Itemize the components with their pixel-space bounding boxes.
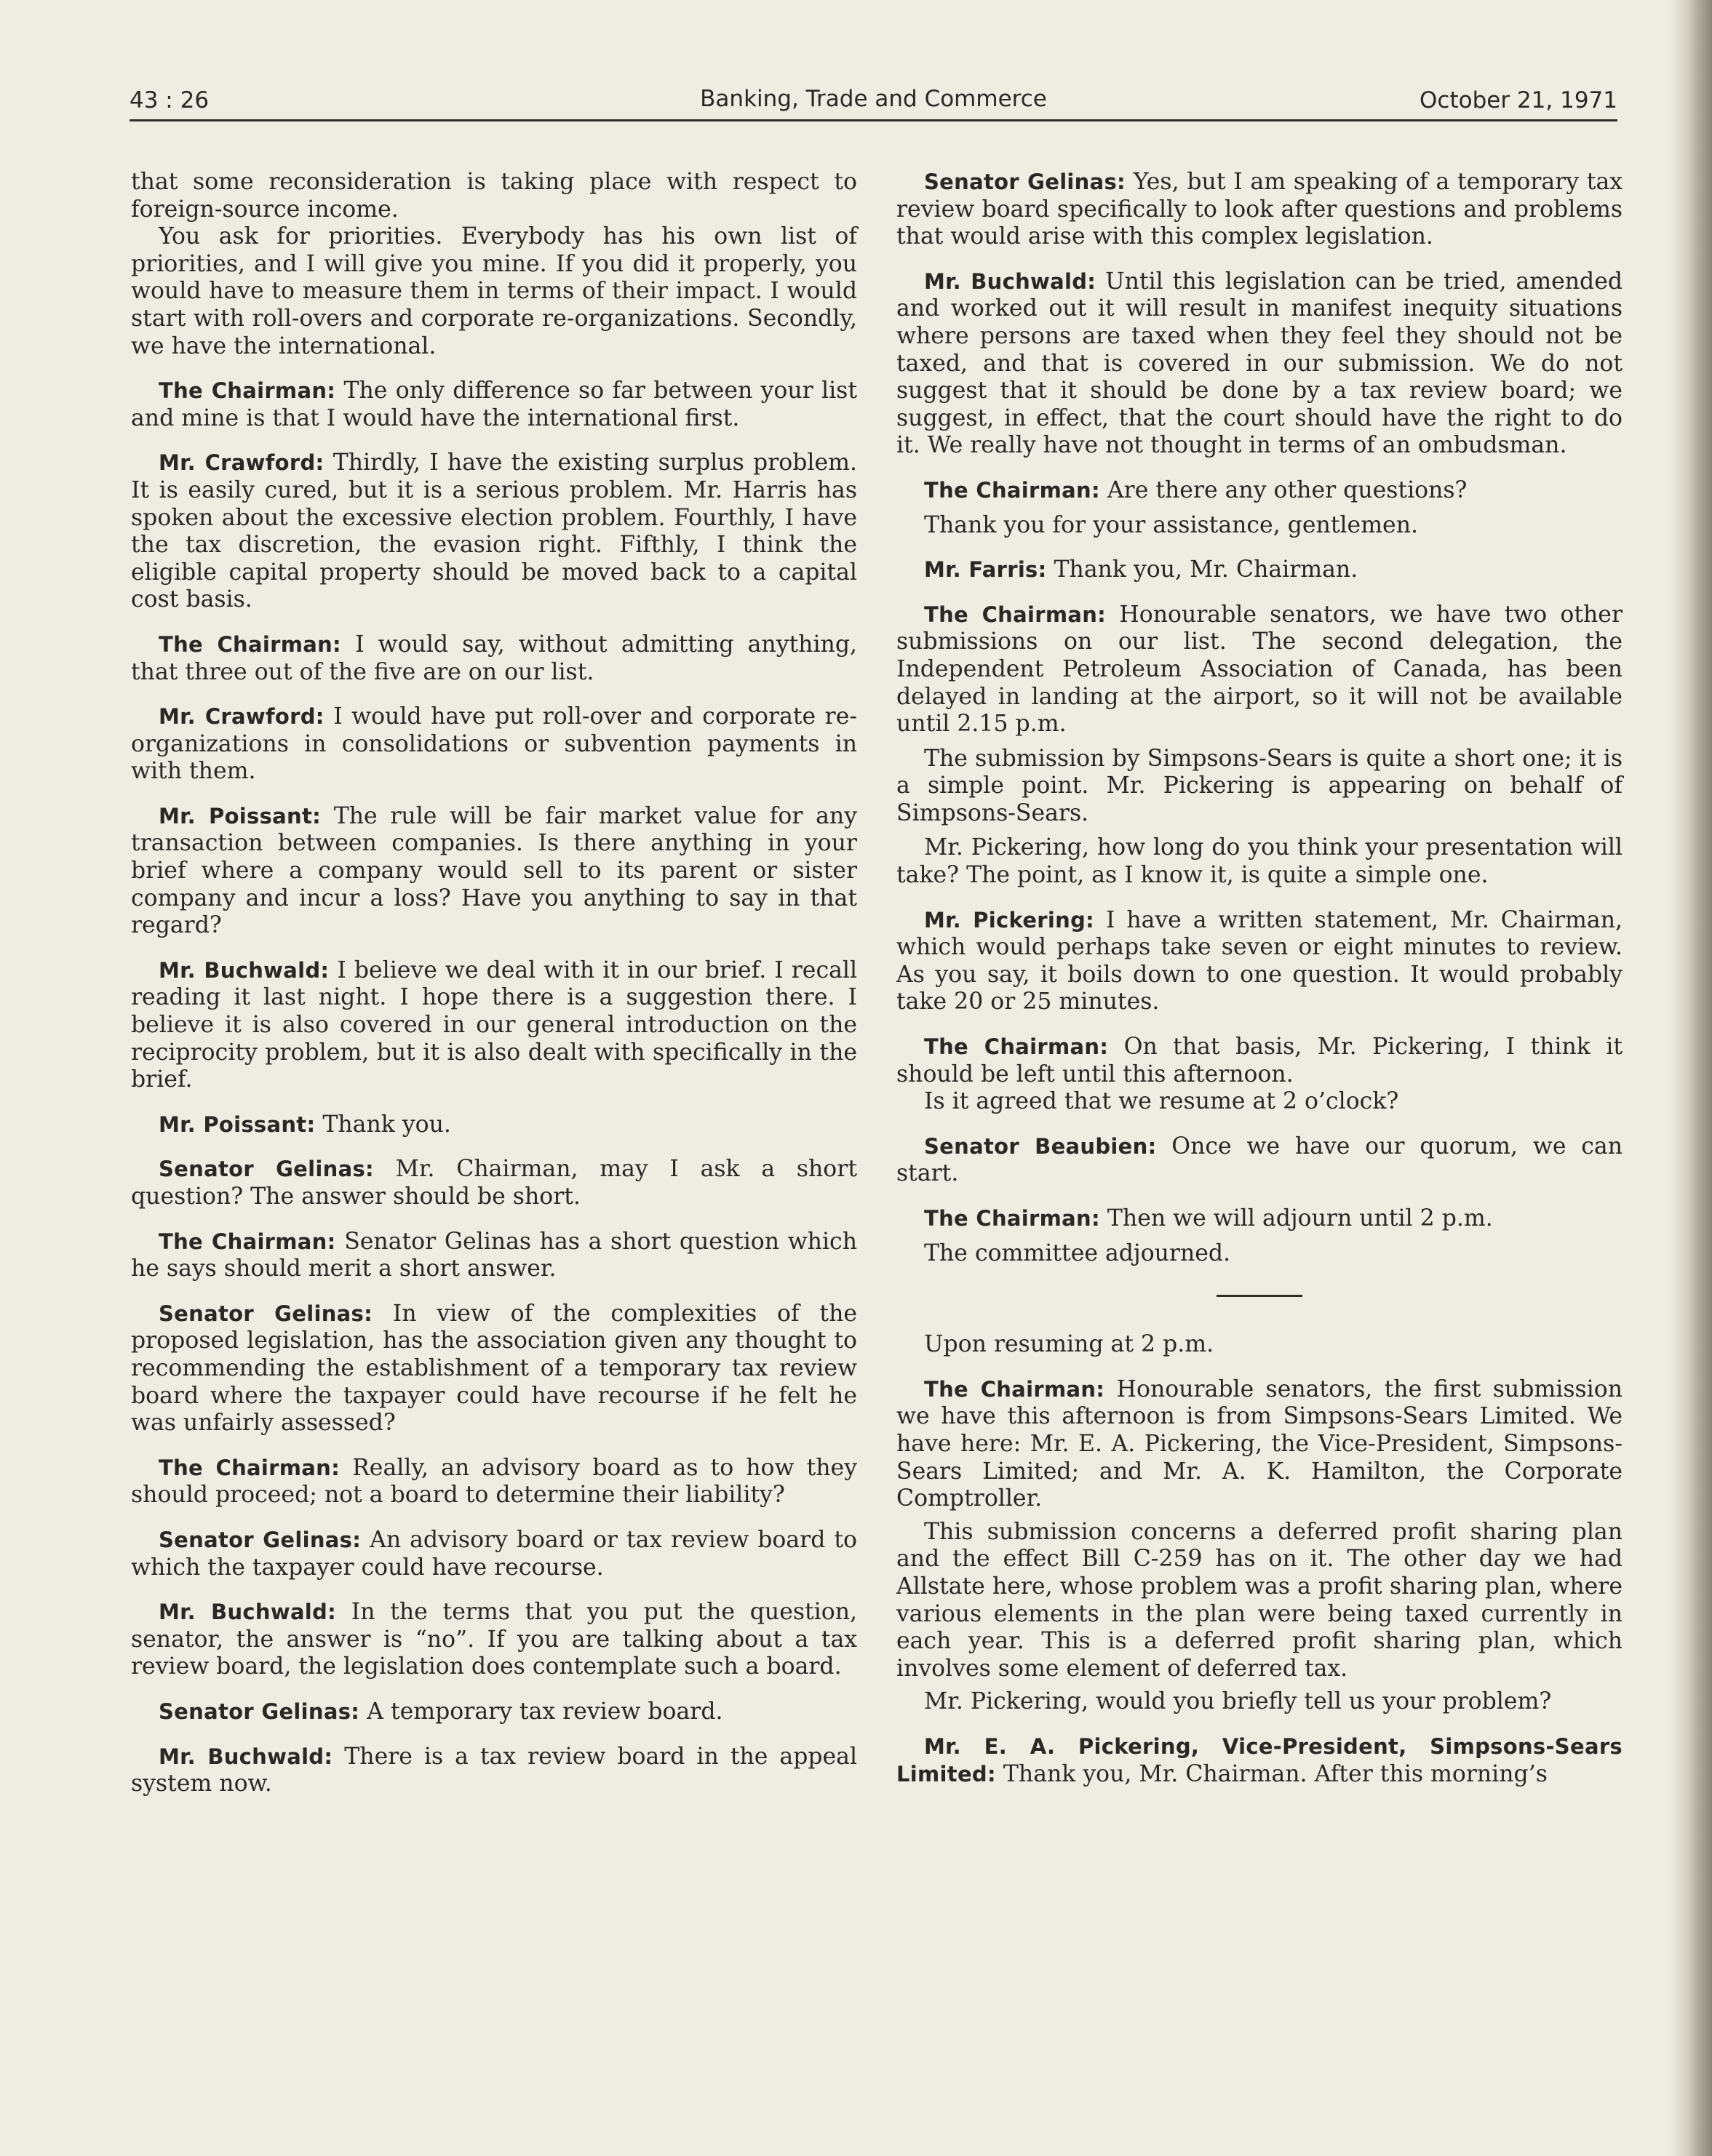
speaker-name: Senator Gelinas: <box>924 169 1126 194</box>
section-break <box>896 1277 1623 1321</box>
speech-paragraph: Senator Beaubien: Once we have our quorum, we can start. <box>896 1133 1623 1187</box>
speech-paragraph: Senator Gelinas: An advisory board or tax review board to which the taxpayer could have recourse. <box>131 1526 857 1581</box>
left-column <box>131 169 857 1798</box>
speaker-name: Senator Gelinas: <box>159 1698 360 1724</box>
speech-paragraph: Mr. E. A. Pickering, Vice-President, Simpsons-Sears Limited: Thank you, Mr. Chairman. After this morning’s <box>896 1733 1623 1787</box>
speaker-name: Mr. Crawford: <box>159 704 325 730</box>
speech-paragraph: The Chairman: I would say, without admitting anything, that three out of the five are on our list. <box>131 631 857 685</box>
paragraph: that some reconsideration is taking place with respect to foreign-source income. <box>131 169 857 223</box>
speaker-name: Mr. Farris: <box>924 557 1047 583</box>
speaker-name: Senator Gelinas: <box>159 1301 373 1326</box>
paragraph: This submission concerns a deferred profit sharing plan and the effect Bill C-259 has on it. The other day we had Allstate here, whose problem was a profit sharing plan, where various elements in the plan were being taxed currently in each year. This is a deferred profit sharing plan, which involves some element of deferred tax. <box>896 1518 1623 1682</box>
speaker-name: The Chairman: <box>159 1455 340 1480</box>
speech-paragraph: The Chairman: Then we will adjourn until 2 p.m. <box>924 1205 1493 1231</box>
speaker-name: The Chairman: <box>159 1229 336 1254</box>
page-binding-shadow <box>1668 0 1712 2156</box>
speaker-name: The Chairman: <box>159 378 336 404</box>
speaker-name: Mr. Pickering: <box>924 907 1095 933</box>
speech-paragraph: Senator Gelinas: In view of the complexities of the proposed legislation, has the association given any thought to recommending the establishment of a temporary tax review board where the taxpayer could have recourse if he felt he was unfairly assessed? <box>131 1300 857 1437</box>
speaker-name: Senator Gelinas: <box>159 1157 374 1182</box>
speech-paragraph: Mr. Buchwald: There is a tax review board in the appeal system now. <box>131 1743 858 1797</box>
speaker-name: Mr. E. A. Pickering, Vice-President, Simpsons-Sears Limited: <box>896 1733 1623 1786</box>
speaker-name: Mr. Buchwald: <box>159 1744 333 1769</box>
speaker-name: The Chairman: <box>924 1206 1100 1231</box>
speech-paragraph: Senator Gelinas: A temporary tax review board. <box>159 1698 723 1725</box>
header-rule <box>130 119 1617 121</box>
speaker-name: Mr. Crawford: <box>159 450 325 476</box>
paragraph: The submission by Simpsons-Sears is quite a short one; it is a simple point. Mr. Pickering is appearing on behalf of Simpsons-Sears. <box>896 745 1623 826</box>
paragraph: Mr. Pickering, how long do you think your presentation will take? The point, as I know it, is quite a simple one. <box>896 834 1623 889</box>
speaker-name: The Chairman: <box>159 631 341 657</box>
speaker-name: Senator Beaubien: <box>924 1133 1157 1159</box>
speech-paragraph: Mr. Buchwald: I believe we deal with it in our brief. I recall reading it last night. I hope there is a suggestion there. I believe it is also covered in our general introduction on the reciprocity problem, but it is also dealt with specifically in the brief. <box>131 957 858 1093</box>
paragraph: Is it agreed that we resume at 2 o’clock? <box>924 1088 1399 1115</box>
speech-paragraph: Mr. Pickering: I have a written statement, Mr. Chairman, which would perhaps take seven or eight minutes to review. As you say, it boils down to one question. It would probably take 20 or 25 minutes. <box>896 906 1623 1015</box>
speech-paragraph: Mr. Crawford: Thirdly, I have the existing surplus problem. It is easily cured, but it is a serious problem. Mr. Harris has spoken about the excessive election problem. Fourthly, I have the tax discretion, the evasion right. Fifthly, I think the eligible capital property should be moved back to a capital cost basis. <box>131 450 858 613</box>
speaker-name: Mr. Buchwald: <box>159 957 330 983</box>
right-column <box>896 169 1623 1788</box>
paragraph: You ask for priorities. Everybody has his own list of priorities, and I will give you mine. If you did it properly, you would have to measure them in terms of their impact. I would start with roll-overs and corporate re-organizations. Secondly, we have the international. <box>131 223 857 359</box>
speech-paragraph: Mr. Crawford: I would have put roll-over and corporate re-organizations in consolidations or subvention payments in with them. <box>131 703 857 785</box>
speaker-name: Mr. Poissant: <box>159 803 322 829</box>
speaker-name: The Chairman: <box>924 602 1107 627</box>
speech-paragraph: Mr. Poissant: The rule will be fair market value for any transaction between companies. Is there anything in your brief where a company would sell to its parent or sister company and incur a loss? Have you anything to say in that regard? <box>131 802 857 939</box>
speaker-name: Mr. Poissant: <box>159 1111 316 1137</box>
page-number: 43 : 26 <box>130 87 210 113</box>
speech-paragraph: The Chairman: Really, an advisory board as to how they should proceed; not a board to determine their liability? <box>131 1454 857 1509</box>
speaker-name: Mr. Buchwald: <box>159 1600 337 1625</box>
speech-paragraph: The Chairman: Senator Gelinas has a short question which he says should merit a short answer. <box>131 1228 857 1282</box>
paragraph: Mr. Pickering, would you briefly tell us your problem? <box>924 1688 1552 1715</box>
speaker-name: The Chairman: <box>924 1034 1109 1060</box>
speech-paragraph: Mr. Farris: Thank you, Mr. Chairman. <box>924 556 1358 583</box>
paragraph: Thank you for your assistance, gentlemen. <box>924 511 1419 538</box>
paragraph: The committee adjourned. <box>924 1239 1231 1266</box>
speech-paragraph: The Chairman: On that basis, Mr. Pickering, I think it should be left until this afternoon. <box>896 1034 1623 1087</box>
speech-paragraph: The Chairman: Honourable senators, we have two other submissions on our list. The second delegation, the Independent Petroleum Association of Canada, has been delayed in landing at the airport, so it will not be available until 2.15 p.m. <box>896 601 1623 738</box>
speech-paragraph: Mr. Poissant: Thank you. <box>159 1111 451 1138</box>
paragraph: Upon resuming at 2 p.m. <box>924 1331 1214 1358</box>
speech-paragraph: The Chairman: Honourable senators, the first submission we have this afternoon is from Simpsons-Sears Limited. We have here: Mr. E. A. Pickering, the Vice-President, Simpsons-Sears Limited; and Mr. A. K. Hamilton, the Corporate Comptroller. <box>896 1376 1623 1512</box>
speaker-name: Mr. Buchwald: <box>924 268 1096 294</box>
speech-paragraph: The Chairman: The only difference so far between your list and mine is that I would have the international first. <box>131 378 857 431</box>
running-header <box>130 80 1617 124</box>
section-divider <box>1217 1295 1302 1297</box>
speech-paragraph: Mr. Buchwald: Until this legislation can be tried, amended and worked out it will result in manifest inequity situations where persons are taxed when they feel they should not be taxed, and that is covered in our submission. We do not suggest that it should be done by a tax review board; we suggest, in effect, that the court should have the right to do it. We really have not thought in terms of an ombudsman. <box>896 268 1623 459</box>
speech-paragraph: Mr. Buchwald: In the terms that you put the question, senator, the answer is “no”. If you are talking about a tax review board, the legislation does contemplate such a board. <box>131 1599 858 1680</box>
speech-paragraph: Senator Gelinas: Yes, but I am speaking of a temporary tax review board specifically to look after questions and problems that would arise with this complex legislation. <box>896 169 1623 250</box>
speaker-name: Senator Gelinas: <box>159 1527 362 1552</box>
speaker-name: The Chairman: <box>924 477 1100 503</box>
speaker-name: The Chairman: <box>924 1376 1105 1402</box>
speech-paragraph: Senator Gelinas: Mr. Chairman, may I ask a short question? The answer should be short. <box>131 1156 857 1210</box>
speech-paragraph: The Chairman: Are there any other questions? <box>924 476 1468 503</box>
header-date: October 21, 1971 <box>1420 87 1617 113</box>
publication-title: Banking, Trade and Commerce <box>700 86 1047 112</box>
